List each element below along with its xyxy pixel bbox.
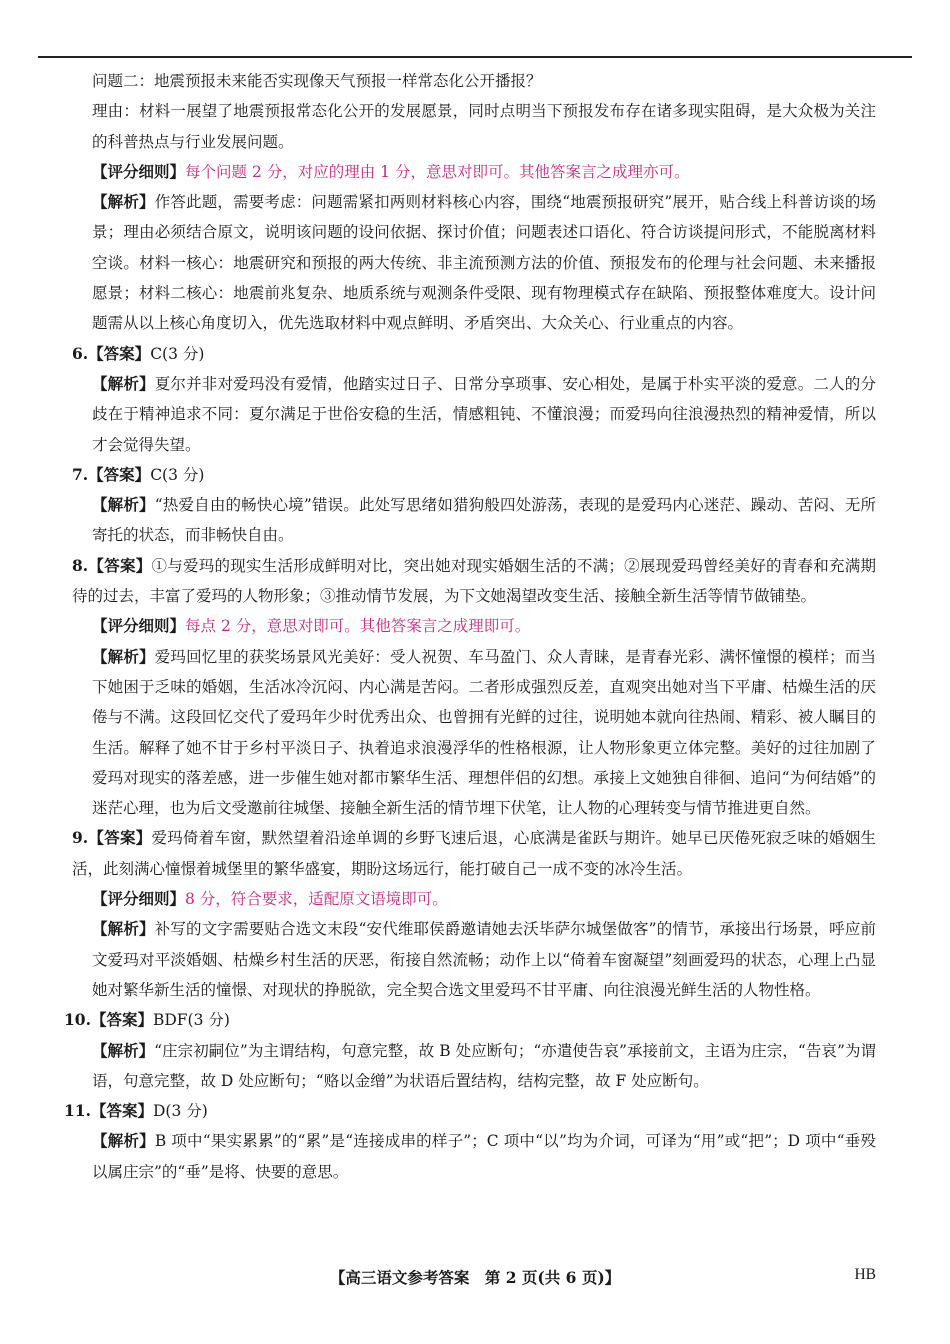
analysis-text: 补写的文字需要贴合选文末段“安代维耶侯爵邀请她去沃毕萨尔城堡做客”的情节，承接出行场景，呼应前文爱玛对平淡婚姻、枯燥乡村生活的厌恶，衔接自然流畅；动作上以“倚着车窗凝望”刻画爱玛的状态，心理上凸显她对繁华新生活的憧憬、对现状的挣脱欲，完全契合选文里爱玛不甘平庸、向往浪漫光鲜生活的人物性格。: [92, 920, 876, 999]
answer-text: C(3 分): [150, 465, 205, 484]
q8-answer: [72, 551, 876, 612]
footer-code: HB: [854, 1266, 876, 1283]
analysis-text: 爱玛回忆里的获奖场景风光美好：受人祝贺、车马盈门、众人青睐，是青春光彩、满怀憧憬的模样；而当下她困于乏味的婚姻，生活冰冷沉闷、内心满是苦闷。二者形成强烈反差，直观突出她对当下平庸、枯燥生活的厌倦与不满。这段回忆交代了爱玛年少时优秀出众、也曾拥有光鲜的过往，说明她本就向往热闹、精彩、被人瞩目的生活。解释了她不甘于乡村平淡日子、执着追求浪漫浮华的性格根源，让人物形象更立体完整。美好的过往加剧了爱玛对现实的落差感，进一步催生她对都市繁华生活、理想伴侣的幻想。承接上文她独自徘徊、追问“为何结婚”的迷茫心理，也为后文受邀前往城堡、接触全新生活的情节埋下伏笔，让人物的心理转变与情节推进更自然。: [92, 647, 876, 818]
q9-rubric: [92, 884, 876, 914]
rubric-text: 每个问题 2 分，对应的理由 1 分，意思对即可。其他答案言之成理亦可。: [185, 162, 690, 181]
answer-tag: 6.【答案】: [72, 343, 151, 363]
rubric-tag: 【评分细则】: [92, 161, 186, 181]
answer-content: [64, 66, 876, 1187]
q9-analysis: [92, 914, 876, 1005]
rubric-tag: 【评分细则】: [92, 616, 186, 636]
q8-analysis: [92, 642, 876, 824]
q9-answer: [72, 823, 876, 884]
q7-analysis: [92, 490, 876, 551]
q5-analysis: [92, 187, 876, 338]
answer-text: 爱玛倚着车窗，默然望着沿途单调的乡野飞速后退，心底满是雀跃与期许。她早已厌倦死寂乏味的婚姻生活，此刻满心憧憬着城堡里的繁华盛宴，期盼这场远行，能打破自己一成不变的冰冷生活。: [72, 829, 876, 878]
analysis-text: “庄宗初嗣位”为主谓结构，句意完整，故 B 处应断句；“亦遣使告哀”承接前文，主语为庄宗，“告哀”为谓语，句意完整，故 D 处应断句；“赂以金缯”为状语后置结构，结构完整，故 F 处应断句。: [92, 1041, 876, 1090]
footer-title: 【高三语文参考答案 第 2 页(共 6 页)】: [329, 1268, 621, 1287]
analysis-text: “热爱自由的畅快心境”错误。此处写思绪如猎狗般四处游荡，表现的是爱玛内心迷茫、躁动、苦闷、无所寄托的状态，而非畅快自由。: [92, 496, 876, 545]
q8-rubric: [92, 611, 876, 641]
rubric-text: 每点 2 分，意思对即可。其他答案言之成理即可。: [185, 617, 531, 636]
q10-answer: [64, 1005, 876, 1035]
answer-tag: 8.【答案】: [72, 555, 152, 575]
analysis-text: B 项中“果实累累”的“累”是“连接成串的样子”；C 项中“以”均为介词，可译为“用”或“把”；D 项中“垂殁以属庄宗”的“垂”是将、快要的意思。: [92, 1132, 876, 1181]
answer-tag: 9.【答案】: [72, 828, 152, 848]
analysis-tag: 【解析】: [92, 373, 155, 393]
analysis-tag: 【解析】: [92, 192, 155, 212]
answer-text: BDF(3 分): [152, 1011, 230, 1030]
q5-reason: 理由：材料一展望了地震预报常态化公开的发展愿景，同时点明当下预报发布存在诸多现实阻碍，是大众极为关注的科普热点与行业发展问题。: [92, 102, 876, 151]
answer-text: C(3 分): [150, 344, 205, 363]
answer-text: D(3 分): [152, 1102, 208, 1121]
rubric-tag: 【评分细则】: [92, 889, 186, 909]
q7-answer: [72, 460, 876, 490]
rubric-text: 8 分，符合要求，适配原文语境即可。: [185, 890, 448, 909]
analysis-tag: 【解析】: [92, 1040, 155, 1060]
analysis-text: 夏尔并非对爱玛没有爱情，他踏实过日子、日常分享琐事、安心相处，是属于朴实平淡的爱意。二人的分歧在于精神追求不同：夏尔满足于世俗安稳的生活，情感粗钝、不懂浪漫；而爱玛向往浪漫热烈的精神爱情，所以才会觉得失望。: [92, 374, 876, 454]
analysis-tag: 【解析】: [92, 919, 155, 939]
analysis-tag: 【解析】: [92, 495, 155, 515]
q5-rubric: [92, 157, 876, 187]
answer-tag: 10.【答案】: [64, 1010, 153, 1030]
q11-answer: [64, 1096, 876, 1126]
q6-analysis: [92, 369, 876, 460]
q5-question2: 问题二：地震预报未来能否实现像天气预报一样常态化公开播报？: [92, 72, 542, 90]
answer-tag: 11.【答案】: [64, 1101, 153, 1121]
analysis-tag: 【解析】: [92, 1131, 155, 1151]
analysis-text: 作答此题，需要考虑：问题需紧扣两则材料核心内容，围绕“地震预报研究”展开，贴合线上科普访谈的场景；理由必须结合原文，说明该问题的设问依据、探讨价值；问题表述口语化、符合访谈提问形式，不能脱离材料空谈。材料一核心：地震研究和预报的两大传统、非主流预测方法的价值、预报发布的伦理与社会问题、未来播报愿景；材料二核心：地震前兆复杂、地质系统与观测条件受限、现有物理模式存在缺陷、预报整体难度大。设计问题需从以上核心角度切入，优先选取材料中观点鲜明、矛盾突出、大众关心、行业重点的内容。: [92, 193, 876, 333]
answer-text: ①与爱玛的现实生活形成鲜明对比，突出她对现实婚姻生活的不满；②展现爱玛曾经美好的青春和充满期待的过去，丰富了爱玛的人物形象；③推动情节发展，为下文她渴望改变生活、接触全新生活等情节做铺垫。: [72, 556, 876, 606]
top-rule: [38, 56, 912, 58]
analysis-tag: 【解析】: [92, 646, 155, 666]
page-footer: [0, 1266, 950, 1296]
q6-answer: [72, 339, 876, 369]
q11-analysis: [92, 1126, 876, 1187]
answer-tag: 7.【答案】: [72, 464, 151, 484]
q10-analysis: [92, 1036, 876, 1097]
